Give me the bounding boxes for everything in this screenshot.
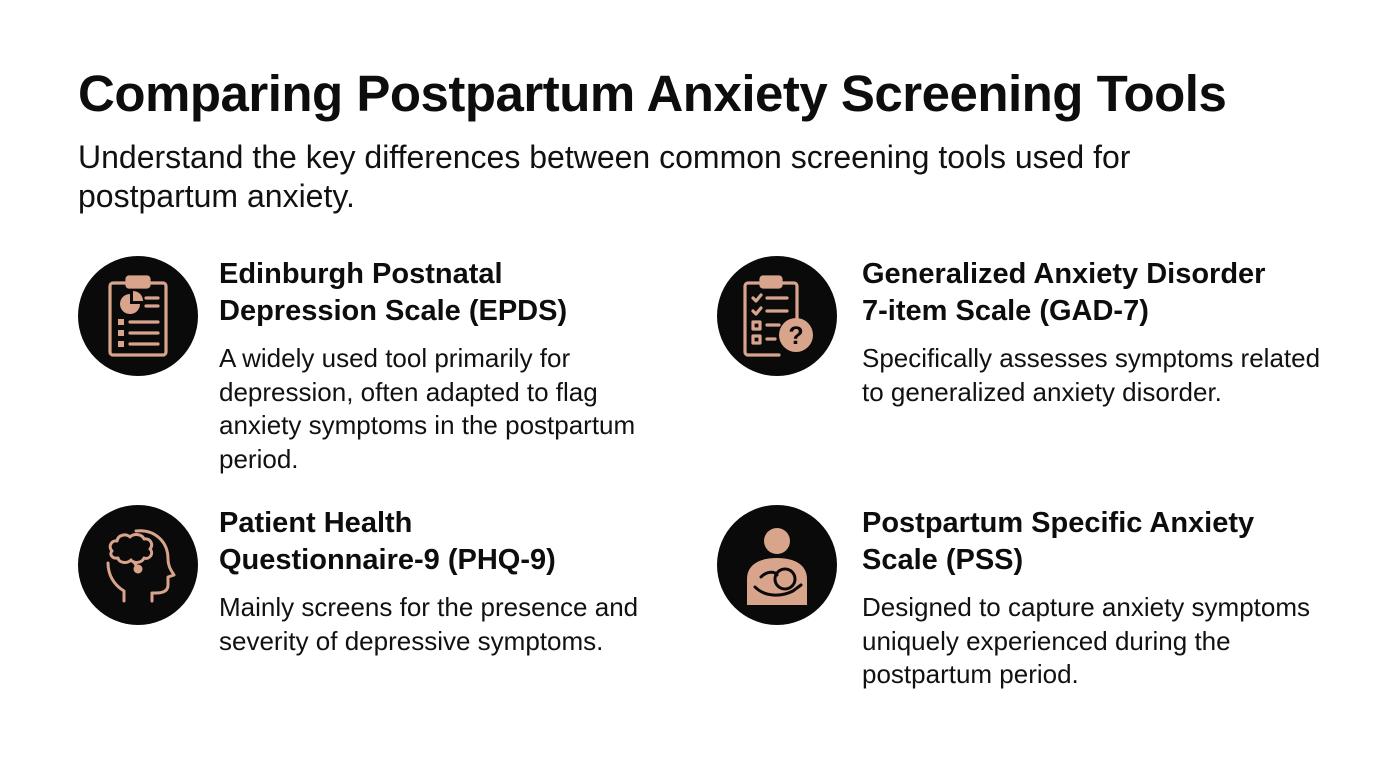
tool-description: Specifically assesses symptoms related to generalized anxiety disorder. — [862, 343, 1321, 407]
page-title: Comparing Postpartum Anxiety Screening Tools — [78, 65, 1227, 122]
tool-title: Patient Health Questionnaire-9 (PHQ-9) — [219, 507, 556, 576]
tool-description: Mainly screens for the presence and severity of depressive symptoms. — [219, 592, 639, 656]
tool-title: Generalized Anxiety Disorder 7-item Scale (GAD-7) — [862, 258, 1266, 327]
page-subtitle: Understand the key differences between common screening tools used for postpartum anxiety. — [78, 139, 1131, 214]
tool-card-gad7 — [717, 256, 1321, 486]
tool-title: Postpartum Specific Anxiety Scale (PSS) — [862, 507, 1255, 576]
clipboard-chart-icon — [78, 256, 198, 376]
tool-card-phq9 — [78, 505, 678, 735]
tool-card-pss — [717, 505, 1317, 735]
parent-baby-icon — [717, 505, 837, 625]
tool-card-epds — [78, 256, 678, 486]
svg-text:?: ? — [788, 322, 804, 350]
tool-description: Designed to capture anxiety symptoms uniquely experienced during the postpartum period. — [862, 592, 1310, 689]
head-thought-icon — [78, 505, 198, 625]
tool-title: Edinburgh Postnatal Depression Scale (EPDS) — [219, 258, 568, 327]
clipboard-question-icon — [717, 256, 837, 376]
tool-description: A widely used tool primarily for depression, often adapted to flag anxiety symptoms in the postpartum period. — [219, 343, 636, 474]
